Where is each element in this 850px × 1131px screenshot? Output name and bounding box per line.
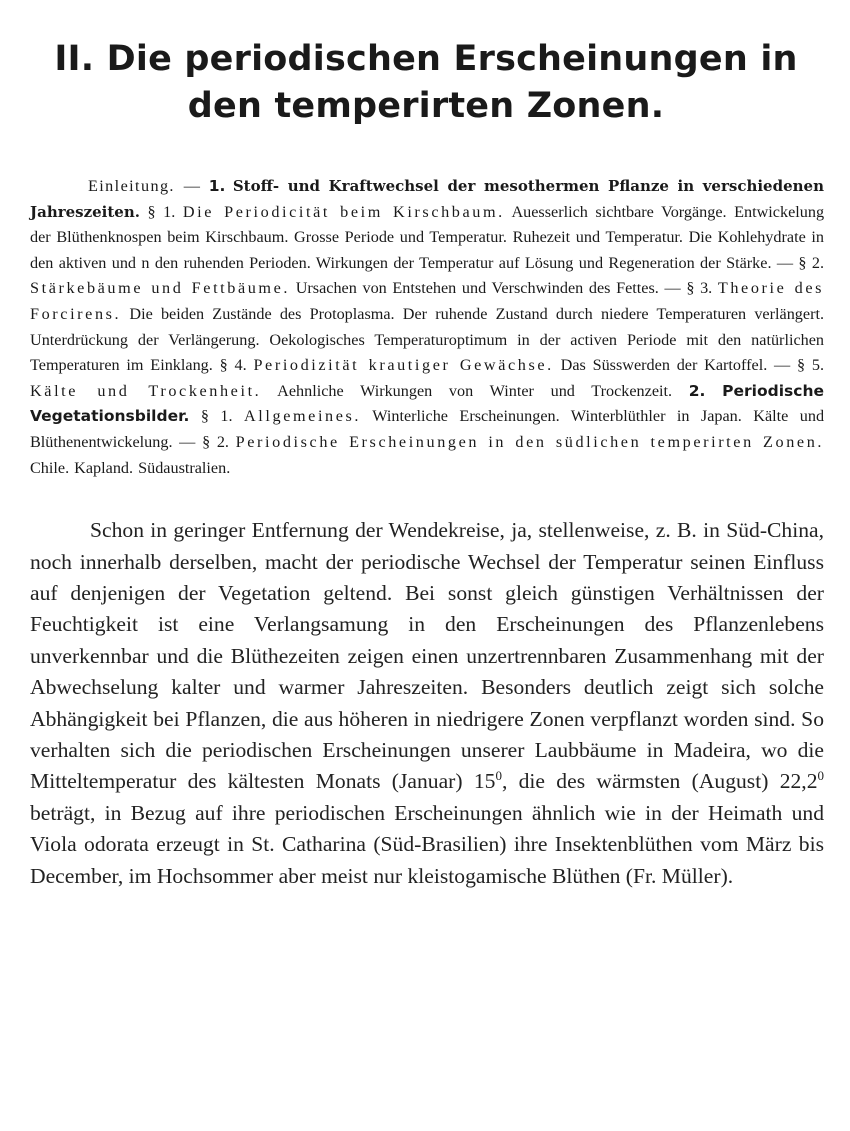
summary-lead: Einleitung. — [88, 177, 202, 195]
subsection-title: Allgemeines. [244, 407, 362, 426]
paragraph-sign: § 2. [798, 253, 825, 272]
chapter-title: II. Die periodischen Erscheinungen in den temperirten Zonen. [54, 39, 798, 126]
paragraph-sign: § 2. [202, 432, 229, 451]
subsection-title: Stärkebäume und Fettbäume. [30, 279, 291, 298]
subsection-text: Ursachen von Entstehen und Verschwinden des Fettes. — [295, 279, 681, 298]
section-1-title: Stoff- und Kraftwechsel der mesothermen Pflanze in verschiedenen Jahreszeiten. [30, 177, 824, 221]
subsection-title: Periodizität krautiger Gewächse. [253, 356, 554, 375]
subsection-title: Periodische Erscheinungen in den südlichen temperirten Zonen. [235, 432, 825, 451]
subsection-text: Winterliche Erscheinungen. Winterblüthler in Japan. Kälte und Blüthenentwickelung. — [30, 407, 825, 451]
subsection-title: Theorie des Forcirens. [30, 279, 825, 323]
paragraph-sign: § 4. [219, 356, 247, 375]
section-2-title: Periodische Vegetationsbilder. [30, 381, 825, 426]
body-text-part: , die des wärmsten (August) 22,2 [501, 769, 818, 794]
body-text-part: Schon in geringer Entfernung der Wendekreise, ja, stellenweise, z. B. in Süd-China, noch innerhalb derselben, macht der periodische Wechsel der Temperatur seinen Einfluss auf denjenigen der Vegetation geltend. Bei sonst gleich günstigen Verhältnissen der Feuchtigkeit ist eine Verlangsamung in den Erscheinungen des Pflanzenlebens unverkennbar und die Blüthezeiten zeigen einen unzertrennbaren Zusammenhang mit der Abwechselung kalter und warmer Jahreszeiten. Besonders deutlich zeigt sich solche Abhängigkeit bei Pflanzen, die aus höheren in niedrigere Zonen verpflanzt worden sind. So verhalten sich die periodischen Erscheinungen unserer Laubbäume in Madeira, wo die Mitteltemperatur des kältesten Monats (Januar) 15 [30, 518, 824, 794]
subsection-text: Auesserlich sichtbare Vorgänge. Entwickelung der Blüthenknospen beim Kirschbaum. Grosse Periode und Temperatur. Ruhezeit und Temperatur. Die Kohlehydrate in den aktiven und n den ruhenden Perioden. Wirkungen der Temperatur auf Lösung und Regeneration der Stärke. — [30, 202, 825, 272]
subsection-text: Das Süsswerden der Kartoffel. — [560, 356, 791, 375]
paragraph-sign: § 5. [797, 356, 825, 375]
section-1-number: 1. [208, 177, 226, 195]
subsection-title: Die Periodicität beim Kirschbaum. [182, 202, 505, 221]
degree-superscript: 0 [817, 768, 824, 784]
section-2-number: 2. [688, 381, 706, 400]
subsection-text: Aehnliche Wirkungen von Winter und Trockenzeit. [277, 381, 673, 400]
body-text-part: beträgt, in Bezug auf ihre periodischen Erscheinungen ähnlich wie in der Heimath und Viola odorata erzeugt in St. Catharina (Süd-Brasilien) ihre Insektenblüthen vom März bis December, im Hochsommer aber meist nur kleistogamische Blüthen (Fr. Müller). [30, 800, 824, 888]
degree-superscript: 0 [495, 768, 502, 784]
paragraph-sign: § 3. [686, 279, 713, 298]
subsection-title: Kälte und Trockenheit. [30, 381, 262, 400]
subsection-text: Chile. Kapland. Südaustralien. [30, 458, 231, 477]
chapter-summary [30, 174, 824, 481]
body-paragraph [30, 515, 824, 892]
paragraph-sign: § 1. [200, 407, 233, 426]
subsection-text: Die beiden Zustände des Protoplasma. Der ruhende Zustand durch niedere Temperaturen verlängert. Unterdrückung der Verlängerung. Oekologisches Temperaturoptimum in der activen Periode mit den natürlichen Temperaturen im Einklang. [30, 304, 825, 375]
paragraph-sign: § 1. [147, 202, 176, 221]
